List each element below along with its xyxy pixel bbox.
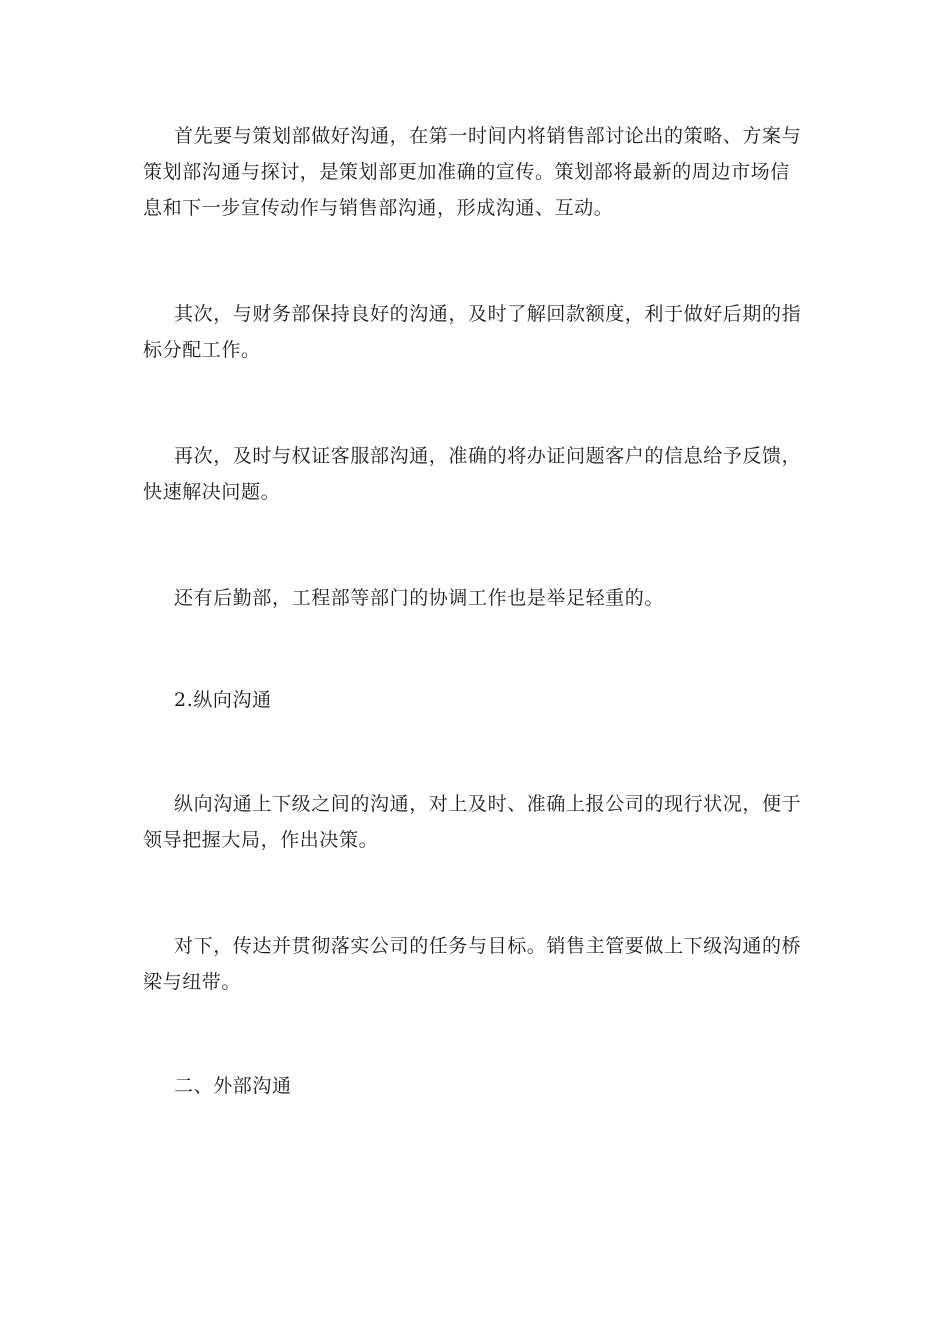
section-heading-external-communication: 二、外部沟通 [174,1075,292,1097]
paragraph-logistics-dept: 还有后勤部，工程部等部门的协调工作也是举足轻重的。 [174,587,665,609]
paragraph-vertical-downward: 对下，传达并贯彻落实公司的任务与目标。销售主管要做上下级沟通的桥梁与纽带。 [143,935,802,993]
section-heading-vertical-communication: 2.纵向沟通 [174,689,272,711]
paragraph-vertical-upward: 纵向沟通上下级之间的沟通，对上及时、准确上报公司的现行状况，便于领导把握大局，作出决策。 [143,793,802,851]
paragraph-finance-dept: 其次，与财务部保持良好的沟通，及时了解回款额度，利于做好后期的指标分配工作。 [143,303,802,361]
paragraph-service-dept: 再次，及时与权证客服部沟通，准确的将办证问题客户的信息给予反馈，快速解决问题。 [143,445,802,503]
paragraph-planning-dept: 首先要与策划部做好沟通，在第一时间内将销售部讨论出的策略、方案与策划部沟通与探讨，是策划部更加准确的宣传。策划部将最新的周边市场信息和下一步宣传动作与销售部沟通，形成沟通、互动。 [143,125,802,219]
